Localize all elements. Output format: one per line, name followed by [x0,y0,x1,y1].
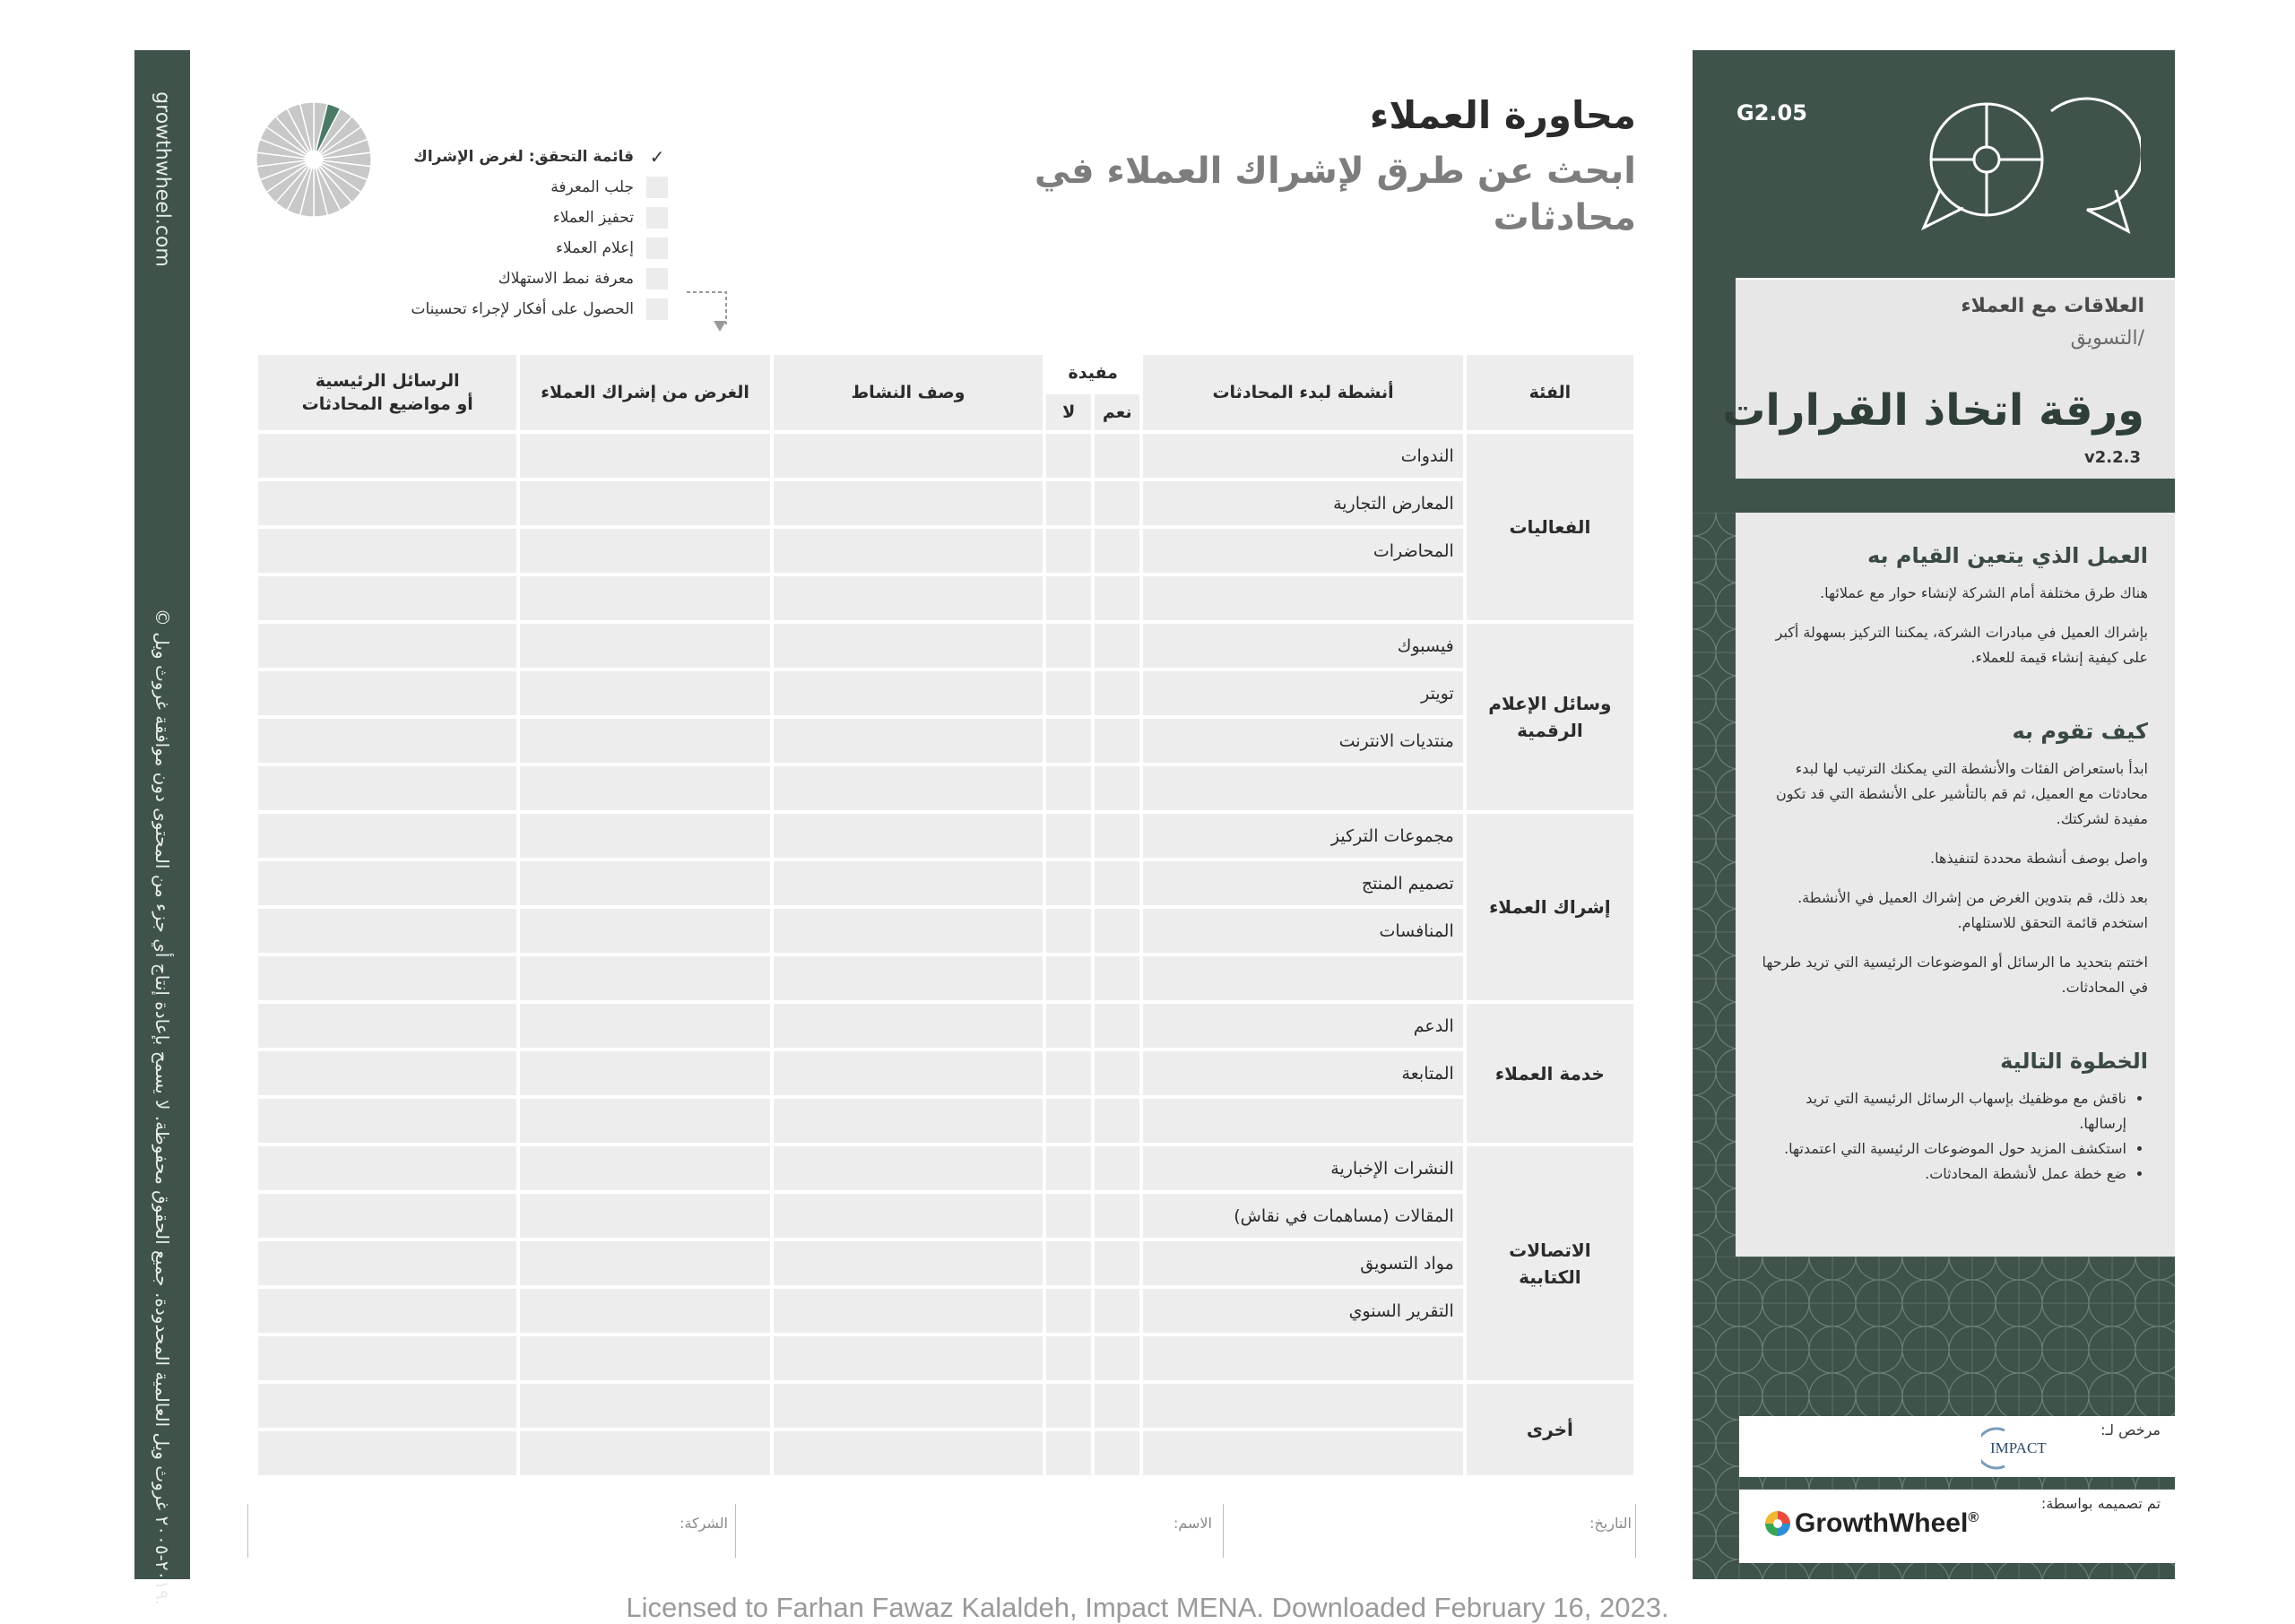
registered-mark: ® [1968,1510,1979,1525]
yes-cell[interactable] [1095,814,1139,858]
header-no: لا [1046,394,1091,430]
purpose-cell[interactable] [520,1099,769,1143]
licensed-to-label: مرخص لـ: [2100,1421,2161,1438]
no-cell[interactable] [1046,956,1091,1000]
table-row [258,1099,1633,1143]
yes-cell[interactable] [1095,1051,1139,1095]
page-subtitle: ابحث عن طرق لإشراك العملاء في محادثات [1034,151,1636,238]
messages-cell[interactable] [258,1146,516,1190]
category-cell: خدمة العملاء [1467,1004,1633,1143]
messages-cell[interactable] [258,434,516,478]
yes-cell[interactable] [1095,481,1139,525]
no-cell[interactable] [1046,1384,1091,1428]
name-field[interactable] [1223,1504,1224,1558]
breadcrumb-line2: /التسويق [2070,327,2144,350]
table-row [258,1336,1633,1380]
messages-cell[interactable] [258,766,516,810]
messages-cell[interactable] [258,814,516,858]
section-heading: كيف تقوم به [2012,719,2148,744]
purpose-cell[interactable] [520,576,769,620]
table-row [258,766,1633,810]
checkbox[interactable] [646,177,668,198]
section-paragraph: هناك طرق مختلفة أمام الشركة لإنشاء حوار مع عملائها. [1820,584,2148,601]
table-row [258,576,1633,620]
table-row [258,1194,1633,1238]
designed-by-label: تم تصميمه بواسطة: [2040,1495,2161,1512]
activity-cell: منتديات الانترنت [1143,719,1462,763]
messages-cell[interactable] [258,576,516,620]
purpose-cell[interactable] [520,1051,769,1095]
header-activities: أنشطة لبدء المحادثات [1143,355,1462,430]
wheel-chart-icon [253,99,375,220]
purpose-cell[interactable] [520,1289,769,1333]
section-paragraph: اختتم بتحديد ما الرسائل أو الموضوعات الرئيسية التي تريد طرحها في المحادثات. [1762,954,2148,996]
description-cell[interactable] [774,576,1043,620]
section-heading: العمل الذي يتعين القيام به [1866,543,2148,568]
yes-cell[interactable] [1095,529,1139,573]
activity-cell: مجموعات التركيز [1143,814,1462,858]
table-row [258,434,1633,478]
growthwheel-wordmark: GrowthWheel [1795,1508,1969,1538]
category-cell: أخرى [1467,1384,1633,1475]
impact-logo-text: IMPACT [1990,1439,2047,1456]
messages-cell[interactable] [258,909,516,953]
purpose-cell[interactable] [520,1384,769,1428]
activity-cell: المنافسات [1143,909,1462,953]
section-heading: الخطوة التالية [2000,1049,2148,1074]
checklist-item-label: الحصول على أفكار لإجراء تحسينات [411,300,634,318]
messages-cell[interactable] [258,529,516,573]
breadcrumb-line1: العلاقات مع العملاء [1961,295,2144,317]
checklist-item-label: معرفة نمط الاستهلاك [498,270,634,288]
activity-cell: فيسبوك [1143,624,1462,668]
no-cell[interactable] [1046,719,1091,763]
checkbox[interactable] [646,268,668,289]
activity-cell [1143,576,1462,620]
no-cell[interactable] [1046,814,1091,858]
company-label: الشركة: [679,1515,728,1532]
activity-cell [1143,1431,1462,1475]
table-row [258,1241,1633,1285]
purpose-cell[interactable] [520,1146,769,1190]
table-row [258,1289,1633,1333]
description-cell[interactable] [774,1289,1043,1333]
table-row [258,481,1633,525]
activity-cell [1143,1336,1462,1380]
description-cell[interactable] [774,956,1043,1000]
table-row [258,671,1633,715]
date-field-line [1635,1504,1636,1558]
section-paragraph: بعد ذلك، قم بتدوين الغرض من إشراك العميل في الأنشطة. استخدم قائمة التحقق للاستلهام. [1797,889,2148,931]
messages-cell[interactable] [258,1241,516,1285]
messages-cell[interactable] [258,1194,516,1238]
activity-cell: المقالات (مساهمات في نقاش) [1143,1194,1462,1238]
messages-cell[interactable] [258,1289,516,1333]
category-cell: الاتصالات الكتابية [1467,1146,1633,1380]
table-row [258,1384,1633,1428]
messages-cell[interactable] [258,1384,516,1428]
messages-cell[interactable] [258,671,516,715]
checkbox[interactable] [646,298,668,320]
no-cell[interactable] [1046,624,1091,668]
messages-cell[interactable] [258,861,516,905]
description-cell[interactable] [774,1004,1043,1048]
activity-cell: الدعم [1143,1004,1462,1048]
section-paragraph: ابدأ باستعراض الفئات والأنشطة التي يمكنك الترتيب لها لبدء محادثات مع العميل، ثم قم بالتأشير على الأنشطة التي قد تكون مفيدة لشركتك. [1775,760,2148,827]
impact-logo [1981,1425,2067,1470]
checklist-heading: قائمة التحقق: لغرض الإشراك [413,148,634,166]
checklist-item-label: تحفيز العملاء [552,209,634,227]
check-icon: ✓ [649,146,665,168]
next-step-item: • ضع خطة عمل لأنشطة المحادثات. [1757,1162,2126,1187]
description-cell[interactable] [774,1194,1043,1238]
date-label: التاريخ: [1589,1515,1632,1532]
header-category: الفئة [1467,355,1633,430]
header-yes: نعم [1095,394,1139,430]
growthwheel-logo [1764,1506,1979,1542]
no-cell[interactable] [1046,766,1091,810]
yes-cell[interactable] [1095,1146,1139,1190]
checkbox[interactable] [646,207,668,229]
purpose-cell[interactable] [520,529,769,573]
company-field[interactable] [735,1504,736,1558]
yes-cell[interactable] [1095,624,1139,668]
table-row [258,1004,1633,1048]
no-cell[interactable] [1046,529,1091,573]
yes-cell[interactable] [1095,766,1139,810]
description-cell[interactable] [774,719,1043,763]
purpose-cell[interactable] [520,861,769,905]
description-cell[interactable] [774,671,1043,715]
messages-cell[interactable] [258,956,516,1000]
activity-cell [1143,956,1462,1000]
header-useful: مفيدة [1046,355,1139,391]
next-step-item: • ناقش مع موظفيك بإسهاب الرسائل الرئيسية التي تريد إرسالها. [1757,1086,2126,1136]
panel-divider-band [1693,479,2175,513]
category-cell: الفعاليات [1467,434,1633,620]
messages-cell[interactable] [258,1431,516,1475]
activity-cell: التقرير السنوي [1143,1289,1462,1333]
no-cell[interactable] [1046,1289,1091,1333]
panel-title: ورقة اتخاذ القرارات [1722,385,2144,436]
yes-cell[interactable] [1095,1431,1139,1475]
yes-cell[interactable] [1095,719,1139,763]
messages-cell[interactable] [258,1004,516,1048]
dashed-arrow-icon [685,289,728,333]
page-title: محاورة العملاء [1369,93,1636,137]
no-cell[interactable] [1046,909,1091,953]
description-cell[interactable] [774,1051,1043,1095]
description-cell[interactable] [774,861,1043,905]
yes-cell[interactable] [1095,1099,1139,1143]
checklist-item-label: جلب المعرفة [550,178,634,196]
no-cell[interactable] [1046,1336,1091,1380]
purpose-cell[interactable] [520,1336,769,1380]
activity-cell: تويتر [1143,671,1462,715]
messages-cell[interactable] [258,481,516,525]
growthwheel-mark-icon [1764,1510,1791,1537]
no-cell[interactable] [1046,1051,1091,1095]
activity-cell [1143,766,1462,810]
activity-cell: المعارض التجارية [1143,481,1462,525]
speech-bubbles-icon [1917,93,2141,246]
section-paragraph: واصل بوصف أنشطة محددة لتنفيذها. [1929,850,2148,867]
yes-cell[interactable] [1095,1194,1139,1238]
checkbox[interactable] [646,238,668,259]
growthwheel-name [1795,1508,1979,1539]
description-cell[interactable] [774,1146,1043,1190]
checklist-heading-row [411,142,668,172]
yes-cell[interactable] [1095,909,1139,953]
tool-code: G2.05 [1736,100,1807,125]
header-messages-line2: أو مواضيع المحادثات [301,394,473,414]
instructions-panel [1736,513,2175,1257]
no-cell[interactable] [1046,576,1091,620]
next-step-item: • استكشف المزيد حول الموضوعات الرئيسية التي اعتمدتها. [1757,1136,2126,1162]
section-paragraph: بإشراك العميل في مبادرات الشركة، يمكننا التركيز بسهولة أكبر على كيفية إنشاء قيمة للعملاء. [1775,624,2148,666]
field-line-end [247,1504,248,1558]
no-cell[interactable] [1046,1194,1091,1238]
purpose-cell[interactable] [520,1431,769,1475]
checklist-item[interactable] [411,203,668,233]
activity-cell: المحاضرات [1143,529,1462,573]
table-row [258,1051,1633,1095]
no-cell[interactable] [1046,861,1091,905]
checklist-item[interactable] [411,233,668,263]
header-messages [258,355,516,430]
pattern-strip [1693,513,1736,1257]
table-row [258,1431,1633,1475]
yes-cell[interactable] [1095,671,1139,715]
site-url: growthwheel.com [151,91,174,267]
purpose-cell[interactable] [520,956,769,1000]
header-messages-line1: الرسائل الرئيسية [315,371,460,391]
next-steps-list [1757,1086,2148,1187]
messages-cell[interactable] [258,1051,516,1095]
description-cell[interactable] [774,434,1043,478]
header-description: وصف النشاط [774,355,1043,430]
yes-cell[interactable] [1095,861,1139,905]
description-cell[interactable] [774,481,1043,525]
table-row [258,529,1633,573]
description-cell[interactable] [774,909,1043,953]
activity-cell [1143,1099,1462,1143]
purpose-cell[interactable] [520,1241,769,1285]
category-cell: وسائل الإعلام الرقمية [1467,624,1633,810]
description-cell[interactable] [774,766,1043,810]
purpose-cell[interactable] [520,624,769,668]
yes-cell[interactable] [1095,1384,1139,1428]
no-cell[interactable] [1046,1431,1091,1475]
purpose-cell[interactable] [520,434,769,478]
description-cell[interactable] [774,624,1043,668]
table-row [258,1146,1633,1190]
name-label: الاسم: [1173,1515,1212,1532]
yes-cell[interactable] [1095,1289,1139,1333]
header-purpose: الغرض من إشراك العملاء [520,355,769,430]
table-row [258,956,1633,1000]
messages-cell[interactable] [258,1099,516,1143]
no-cell[interactable] [1046,671,1091,715]
no-cell[interactable] [1046,1099,1091,1143]
description-cell[interactable] [774,1384,1043,1428]
checklist-item[interactable] [411,294,668,324]
table-row [258,719,1633,763]
no-cell[interactable] [1046,1004,1091,1048]
purpose-cell[interactable] [520,1004,769,1048]
description-cell[interactable] [774,1099,1043,1143]
no-cell[interactable] [1046,1146,1091,1190]
breadcrumb [1961,290,2144,355]
activity-cell: المتابعة [1143,1051,1462,1095]
description-cell[interactable] [774,1336,1043,1380]
table-row [258,624,1633,668]
description-cell[interactable] [774,529,1043,573]
table-row [258,814,1633,858]
yes-cell[interactable] [1095,1241,1139,1285]
purpose-cell[interactable] [520,814,769,858]
no-cell[interactable] [1046,481,1091,525]
activity-cell [1143,1384,1462,1428]
purpose-cell[interactable] [520,481,769,525]
yes-cell[interactable] [1095,956,1139,1000]
purpose-cell[interactable] [520,719,769,763]
activity-cell: الندوات [1143,434,1462,478]
messages-cell[interactable] [258,719,516,763]
description-cell[interactable] [774,1431,1043,1475]
checklist-item-label: إعلام العملاء [555,239,634,257]
checklist-item[interactable] [411,263,668,294]
category-cell: إشراك العملاء [1467,814,1633,1000]
purpose-checklist [411,142,668,324]
purpose-cell[interactable] [520,909,769,953]
activity-cell: تصميم المنتج [1143,861,1462,905]
yes-cell[interactable] [1095,1336,1139,1380]
purpose-cell[interactable] [520,1194,769,1238]
description-cell[interactable] [774,814,1043,858]
decision-table [255,351,1637,1479]
license-note: Licensed to Farhan Fawaz Kalaldeh, Impact MENA. Downloaded February 16, 2023. [626,1592,1669,1623]
description-cell[interactable] [774,1241,1043,1285]
copyright-notice: © ٢٠١٩-٢٠٠٥ غروث ويل العالمية المحدودة. جميع الحقوق محفوظة. لا يسمح بإعادة إنتاج أي جزء من المحتوى دون موافقة غروث ويل. [152,608,173,1606]
purpose-cell[interactable] [520,766,769,810]
yes-cell[interactable] [1095,576,1139,620]
activity-cell: مواد التسويق [1143,1241,1462,1285]
messages-cell[interactable] [258,624,516,668]
activity-cell: النشرات الإخبارية [1143,1146,1462,1190]
yes-cell[interactable] [1095,434,1139,478]
version-label: v2.2.3 [2084,448,2141,467]
table-row [258,909,1633,953]
no-cell[interactable] [1046,434,1091,478]
table-row [258,861,1633,905]
no-cell[interactable] [1046,1241,1091,1285]
checklist-item[interactable] [411,172,668,203]
yes-cell[interactable] [1095,1004,1139,1048]
purpose-cell[interactable] [520,671,769,715]
messages-cell[interactable] [258,1336,516,1380]
